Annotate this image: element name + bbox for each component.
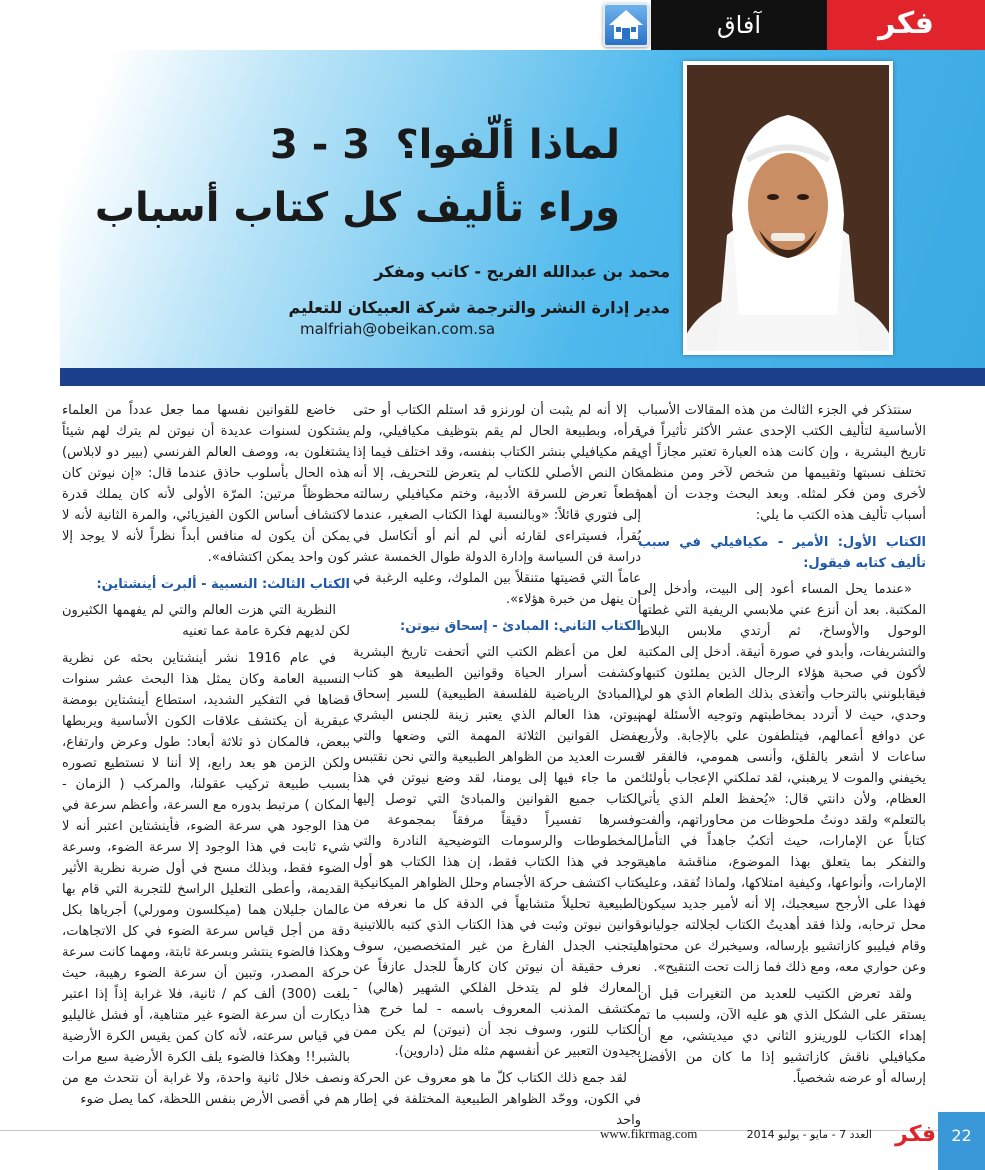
- paragraph: في عام 1916 نشر أينشتاين بحثه عن نظرية النسبية العامة وكان يمثل هذا البحث عشر سنوات قضاها في التفكير الشديد، استطاع أينشتاين بومضة عبقرية أن يكتشف علاقات الكون الأساسية ويربطها ببعض، فالمكان ذو ثلاثة أبعاد: طول وعرض وارتفاع، ولكن الزمن هو بعد رابع، إلا أننا لا نستطيع تصوره بسبب طبيعة تركيب عقولنا، والمركب ( الزمان - المكان ) مرتبط بدوره مع السرعة، وأعظم سرعة في هذا الوجود هي سرعة الضوء، فأينشتاين اعتبر أنه لا شيء ثابت في هذا الوجود إلا سرعة الضوء، وسرعة الضوء فقط، وبذلك مسح في أول ضربة نظرية الأثير القديمة، وأعطى التعليل الراسخ للتجربة التي قام بها عالمان جليلان هما (ميكلسون ومورلي) أجرياها بكل دقة من أجل قياس سرعة الضوء في كل الاتجاهات، وهكذا فالضوء ينتشر وبسرعة ثابتة، ومهما كانت سرعة حركة المصدر، وتبين أن سرعة الضوء رهيبة، حيث بلغت (300) ألف كم / ثانية، فلا غرابة إذاً إذا اعتبر ديكارت أن سرعة الضوء غير متناهية، أو فشل غاليليو في قياس سرعته، لأنه كان كمن يقيس الكرة الأرضية بالشبر!! وهكذا فالضوء يلف الكرة الأرضية سبع مرات ونصف خلال ثانية واحدة، ولا غرابة أن نتحدث مع من هم في أقصى الأرض بنفس اللحظة، كما يصل ضوء: [62, 651, 350, 1107]
- footer-url[interactable]: www.fikrmag.com: [600, 1126, 698, 1141]
- author-photo: [687, 65, 889, 351]
- article-part-number: 3 - 3: [270, 122, 371, 168]
- article-title-line1: [200, 122, 620, 168]
- article-title-main: لماذا ألّفوا؟: [395, 122, 620, 168]
- paragraph: لقد جمع ذلك الكتاب كلّ ما هو معروف عن الحركة في الكون، ووحّد الظواهر الطبيعية المختلفة في إطار واحد: [353, 1071, 641, 1128]
- author-photo-frame: [683, 61, 893, 355]
- home-icon: [605, 5, 647, 45]
- paragraph: سنتذكر في الجزء الثالث من هذه المقالات الأسباب الأساسية لتأليف الكتب الإحدى عشر الأكثر تأثيراً في تاريخ البشرية ، وإن كانت هذه العبارة تعتبر مجازاً أي تختلف نسبتها وتقييمها من شخص لآخر ومن منظمة لأخرى ومن فكر لمثله. وبعد البحث وجدت أن أهم أسباب تأليف هذه الكتب ما يلي:: [638, 403, 926, 523]
- paragraph: خاضع للقوانين نفسها مما جعل عدداً من العلماء يشتكون لسنوات عديدة أن نيوتن لم يترك لهم شيئاً يشتغلون به، ووصف العالم الفرنسي (بيير دو لابلاس) هذه الحال بأسلوب حاذق عندما قال: «إن نيوتن كان محظوظاً مرتين: المرّة الأولى لأنه كان يملك قدرة لاكتشاف أساس الكون الفيزيائي، والمرة الثانية لأنه لا يمكن أن يكون له منافس أبداً نظراً لأنه لا يوجد إلا كون واحد يمكن اكتشافه».: [62, 403, 350, 565]
- paragraph: «عندما يحل المساء أعود إلى البيت، وأدخل إلى المكتبة. بعد أن أنزع عني ملابسي الريفية التي غطتها الوحول والأوساخ، ثم أرتدي ملابس البلاط والتشريفات، وأبدو في صورة أنيقة. أدخل إلى المكتبة لأكون في صحبة هؤلاء الرجال الذين يملئون كتبها، فيقابلونني بالترحاب وأتغذى بذلك الطعام الذي هو لي وحدي، حيث لا أتردد بمخاطبتهم وتوجيه الأسئلة لهم عن دوافع أعمالهم، فيتلطفون علي بالإجابة. ولأربع ساعات لا أشعر بالقلق، وأنسى همومي، فالفقر لا يخيفني والموت لا يرهبني، لقد تملكني الإعجاب بأولئك العظام، ولأن دانتي قال: «يُحفظ العلم الذي يأتي بالتعلم» ولقد دونتُ ملحوظات من محاوراتهم، وألفت كتاباً عن الإمارات، حيث أتكبُ جاهداً في التأمل والتفكر بما يتعلق بهذا الموضوع، مناقشة ماهية الإمارات، وأنواعها، وكيفية امتلاكها، ولماذا تُفقد، وعليه فهذا على الأرجح سيعجبك، إلا أنه لأمير جديد سيكون محل ترحابه، ولذا فقد أهديتُ الكتاب لجلالته جوليانو، وقام فيليبو كازاتشيو بإرساله، وسيخبرك عن محتواها وعن حواري معه، ومع ذلك فما زالت تحت التنقيح».: [638, 582, 926, 975]
- subheading: الكتاب الثالث: النسبية - ألبرت أينشتاين:: [96, 577, 350, 592]
- author-portrait-illustration: [687, 65, 889, 351]
- author-email[interactable]: malfriah@obeikan.com.sa: [300, 320, 496, 338]
- subheading: الكتاب الأول: الأمير - مكيافيلي في سبب تأليف كتابه فيقول:: [638, 535, 926, 571]
- column-right: [638, 400, 926, 1130]
- paragraph: ولقد تعرض الكتيب للعديد من التغيرات قبل أن يستقر على الشكل الذي هو عليه الآن، ولسبب ما تم إهداء الكتاب للورينزو الثاني دي ميديتشي، مع أن مكيافيلي ناقش كازاتشيو إذا ما كان من الأفضل إرساله أو عرضه شخصياً.: [638, 987, 926, 1086]
- section-label-fikr[interactable]: فكر: [827, 0, 985, 50]
- author-role: مدير إدارة النشر والترجمة شركة العبيكان للتعليم: [288, 298, 670, 317]
- home-button[interactable]: [603, 3, 649, 47]
- article-title-line2: وراء تأليف كل كتاب أسباب: [94, 185, 620, 231]
- hero-bottom-bar: [60, 368, 985, 386]
- paragraph: إلا أنه لم يثبت أن لورنزو قد استلم الكتاب أو حتى قرأه، وبطبيعة الحال لم يقم بتوظيف مكيافيلي، ولم يقم مكيافيلي بنشر الكتاب بنفسه، وقد اختلف فيما إذا كان النص الأصلي للكتاب لم يتعرض للتحريف، إلا أنه قطعاً تعرض للسرقة الأدبية، وختم مكيافيلي رسالته إلى فتوري قائلاً: «وبالنسبة لهذا الكتاب الصغير، عندما يُقرأ، فسيتراءى لقارئه أني لم أنم أو أتكاسل في دراسة فن السياسة وإدارة الدولة طوال الخمسة عشر عاماً التي قضيتها متنقلاً بين الملوك، وعليه الرغبة في أن ينهل من خبرة هؤلاء».: [353, 403, 641, 607]
- section-label-afaq[interactable]: آفاق: [651, 0, 827, 50]
- footer-issue: العدد 7 - مايو - يوليو 2014: [746, 1128, 872, 1141]
- subheading: الكتاب الثاني: المبادئ - إسحاق نيوتن:: [400, 619, 641, 634]
- column-left: [62, 400, 350, 1130]
- footer-brand: فكر: [895, 1122, 936, 1147]
- page-number: 22: [938, 1112, 985, 1170]
- paragraph: النظرية التي هزت العالم والتي لم يفهمها الكثيرون لكن لديهم فكرة عامة عما تعنيه: [62, 603, 350, 639]
- author-name: محمد بن عبدالله الفريح - كاتب ومفكر: [374, 262, 670, 281]
- column-middle: [353, 400, 641, 1130]
- paragraph: لعل من أعظم الكتب التي أتحفت تاريخ البشرية وكشفت أسرار الحياة وقوانين الطبيعة هو كتاب (المبادئ الرياضية للفلسفة الطبيعية) للسير إسحاق نيوتن، هذا العالم الذي يعتبر زينة للجنس البشري بفضل القوانين الثلاثة المهمة التي وضعها والتي فسرت العديد من الظواهر الطبيعية والتي نحن نقتبس من ما جاء فيها إلى يومنا، لقد وضع نيوتن في هذا الكتاب جميع القوانين والمبادئ التي توصل إليها وفسرها تفسيراً دقيقاً مرفقاً بمجموعة من المخطوطات والرسومات التوضيحية النادرة والتي توجد في هذا الكتاب فقط، إن هذا الكتاب هو أول كتاب اكتشف حركة الأجسام وحلل الظواهر الميكانيكية الطبيعية تحليلاً متشابهاً في الدقة كل ما نعرفه من قوانين نيوتن وثبت في هذا الكتاب الذي كتبه باللاتينية ليتجنب الجدل الفارغ من غير المتخصصين، سوف نعرف حقيقة أن نيوتن كان كارهاً للجدل عازفاً عن المعارك فلو لم يتدخل الفلكي الشهير (هالي) - مكتشف المذنب المعروف باسمه - لما خرج هذا الكتاب للنور، وسوف نجد أن (نيوتن) لم يكن ممن يجيدون التعبير عن أنفسهم مثله مثل (داروين).: [353, 645, 641, 1059]
